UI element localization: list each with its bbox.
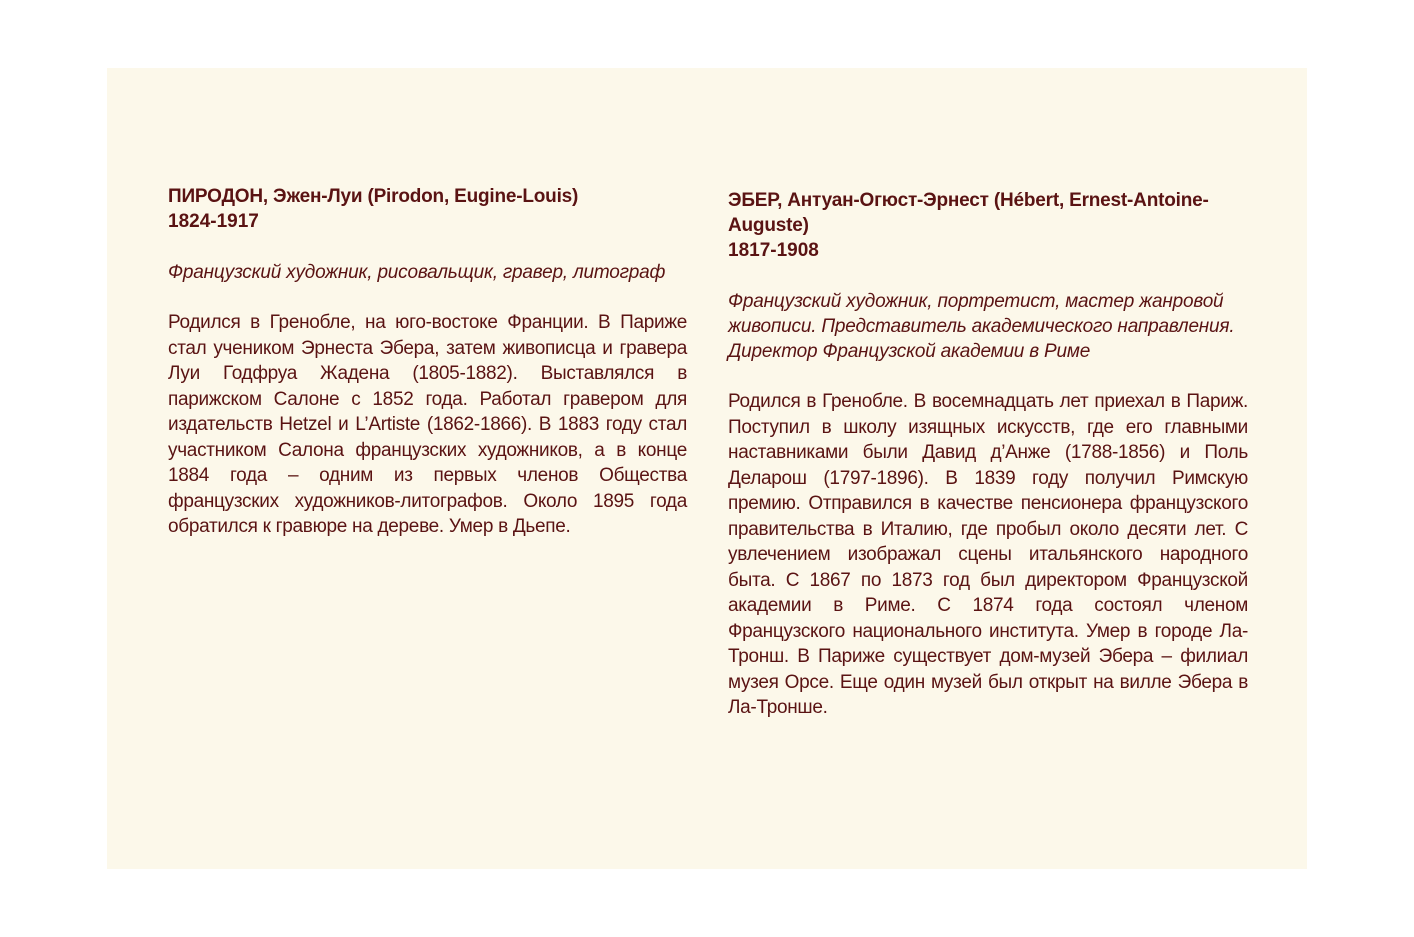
- artist-bio: Родился в Гренобле, на юго-востоке Франции. В Париже стал учеником Эрнеста Эбера, затем живописца и гравера Луи Годфруа Жадена (1805-1882). Выставлялся в парижском Салоне с 1852 года. Работал гравером для издательств Hetzel и L’Artiste (1862-1866). В 1883 году стал участником Салона французских художников, а в конце 1884 года – одним из первых членов Общества французских художников-литографов. Около 1895 года обратился к гравюре на дереве. Умер в Дьепе.: [168, 312, 687, 537]
- artist-name: ЭБЕР, Антуан-Огюст-Эрнест (Hébert, Ernest-Antoine-Auguste): [728, 190, 1209, 236]
- artist-bio: Родился в Гренобле. В восемнадцать лет приехал в Париж. Поступил в школу изящных искусств, где его главными наставниками были Давид д’Анже (1788-1856) и Поль Деларош (1797-1896). В 1839 году получил Римскую премию. Отправился в качестве пенсионера французского правительства в Италию, где пробыл около десяти лет. С увлечением изображал сцены итальянского народного быта. С 1867 по 1873 год был директором Французской академии в Риме. С 1874 года состоял членом Французского национального института. Умер в городе Ла-Тронш. В Париже существует дом-музей Эбера – филиал музея Орсе. Еще один музей был открыт на вилле Эбера в Ла-Тронше.: [728, 391, 1248, 718]
- artist-entry-pirodon: [168, 184, 687, 540]
- artist-name: ПИРОДОН, Эжен-Луи (Pirodon, Eugine-Louis): [168, 186, 579, 207]
- page-card: [107, 68, 1307, 869]
- artist-dates: 1817-1908: [728, 240, 819, 261]
- artist-dates: 1824-1917: [168, 211, 259, 232]
- artist-entry-hebert: [728, 188, 1248, 721]
- artist-role: Французский художник, портретист, мастер жанровой живописи. Представитель академического направления. Директор Французской академии в Риме: [728, 291, 1235, 362]
- artist-role: Французский художник, рисовальщик, гравер, литограф: [168, 262, 666, 283]
